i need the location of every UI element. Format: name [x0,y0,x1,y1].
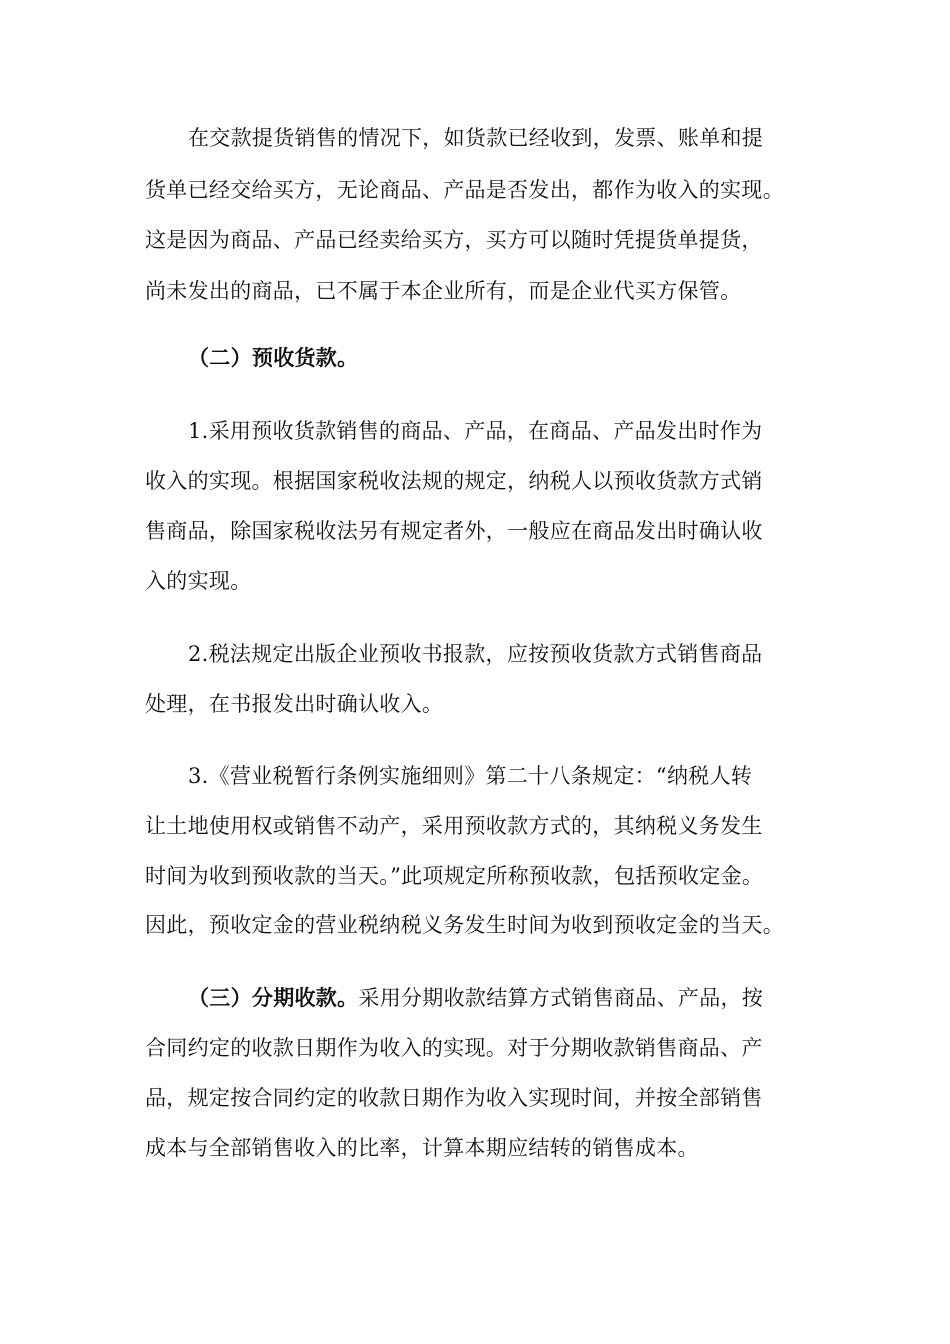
paragraph-5-line-2: 合同约定的收款日期作为收入的实现。对于分期收款销售商品、产 [145,1036,763,1060]
section-heading-3: （三）分期收款。 [188,985,359,1010]
paragraph-5-line-4: 成本与全部销售收入的比率，计算本期应结转的销售成本。 [145,1136,699,1160]
paragraph-4-line-2: 让土地使用权或销售不动产，采用预收款方式的，其纳税义务发生 [145,814,763,838]
paragraph-2-line-2: 收入的实现。根据国家税收法规的规定，纳税人以预收货款方式销 [145,469,763,493]
paragraph-4-line-1: 3.《营业税暂行条例实施细则》第二十八条规定：“纳税人转 [188,764,753,788]
paragraph-2-line-3: 售商品，除国家税收法另有规定者外，一般应在商品发出时确认收 [145,519,763,543]
paragraph-1-line-1: 在交款提货销售的情况下，如货款已经收到，发票、账单和提 [188,126,764,150]
paragraph-3-line-2: 处理，在书报发出时确认收入。 [145,692,444,716]
paragraph-4-line-3: 时间为收到预收款的当天。”此项规定所称预收款，包括预收定金。 [145,864,764,888]
paragraph-2-line-4: 入的实现。 [145,569,252,593]
paragraph-3-line-1: 2.税法规定出版企业预收书报款，应按预收货款方式销售商品 [188,642,763,666]
paragraph-4-line-4: 因此，预收定金的营业税纳税义务发生时间为收到预收定金的当天。 [145,913,784,937]
paragraph-1-line-3: 这是因为商品、产品已经卖给买方，买方可以随时凭提货单提货， [145,228,763,252]
paragraph-5-line-1-text: 采用分期收款结算方式销售商品、产品，按 [358,986,764,1010]
section-heading-2: （二）预收货款。 [188,345,359,370]
paragraph-5-line-1 [188,984,763,1012]
paragraph-1-line-2: 货单已经交给买方，无论商品、产品是否发出，都作为收入的实现。 [145,178,784,202]
paragraph-5-line-3: 品，规定按合同约定的收款日期作为收入实现时间，并按全部销售 [145,1086,763,1110]
paragraph-2-line-1: 1.采用预收货款销售的商品、产品，在商品、产品发出时作为 [188,419,763,443]
paragraph-1-line-4: 尚未发出的商品，已不属于本企业所有，而是企业代买方保管。 [145,279,742,303]
